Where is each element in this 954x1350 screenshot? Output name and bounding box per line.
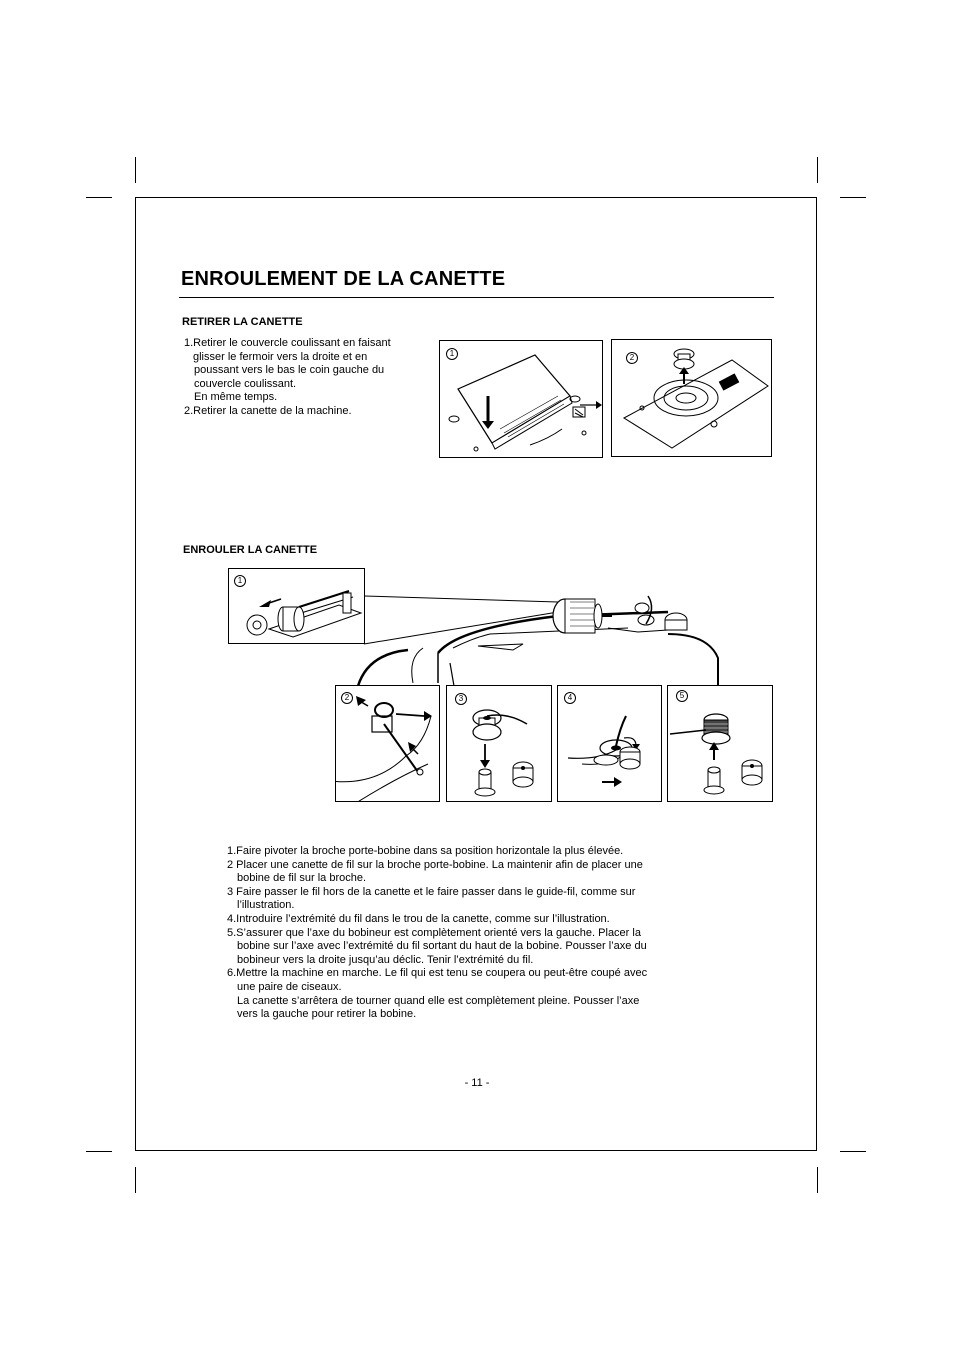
crop-mark <box>840 197 866 198</box>
instruction-line: La canette s’arrêtera de tourner quand elle est complètement pleine. Pousser l’axe <box>237 994 640 1007</box>
figure-wind-step-3 <box>446 685 552 802</box>
instruction-line: 5.S’assurer que l’axe du bobineur est complètement orienté vers la gauche. Placer la <box>227 926 641 939</box>
figure-number: 1 <box>234 575 246 587</box>
figure-number: 4 <box>564 692 576 704</box>
page-number: - 11 - <box>464 1077 490 1089</box>
text-line: couvercle coulissant. <box>194 377 297 390</box>
text-line: glisser le fermoir vers la droite et en <box>193 350 368 363</box>
cover-illustration <box>440 341 603 458</box>
text-line: En même temps. <box>194 391 278 404</box>
instruction-line: bobineur vers la droite jusqu’au déclic. Tenir l’extrémité du fil. <box>237 953 534 966</box>
instruction-line: 4.Introduire l’extrémité du fil dans le trou de la canette, comme sur l’illustration. <box>227 912 610 925</box>
instruction-line: vers la gauche pour retirer la bobine. <box>237 1008 417 1021</box>
figure-number: 3 <box>455 693 467 705</box>
figure-wind-step-4 <box>557 685 662 802</box>
thread-guide-illustration <box>336 686 440 802</box>
figure-wind-step-2 <box>335 685 440 802</box>
instruction-line: 3 Faire passer le fil hors de la canette et le faire passer dans le guide-fil, comme sur <box>227 885 636 898</box>
crop-mark <box>86 1151 112 1152</box>
crop-mark <box>840 1151 866 1152</box>
figure-wind-step-5 <box>667 685 773 802</box>
figure-number: 5 <box>676 690 688 702</box>
figure-remove-bobbin <box>611 339 772 457</box>
section1-text <box>184 337 391 419</box>
crop-mark <box>817 1167 818 1193</box>
page-title: ENROULEMENT DE LA CANETTE <box>181 268 506 290</box>
figure-number: 2 <box>341 692 353 704</box>
instruction-line: 2 Placer une canette de fil sur la broche porte-bobine. La maintenir afin de placer une <box>227 858 643 871</box>
spool-pin-illustration <box>229 569 365 644</box>
title-rule <box>179 297 774 298</box>
instruction-line: une paire de ciseaux. <box>237 980 342 993</box>
crop-mark <box>135 157 136 183</box>
bobbin-on-winder-illustration <box>558 686 662 802</box>
section-heading-retirer: RETIRER LA CANETTE <box>182 316 303 328</box>
figure-remove-cover <box>439 340 603 458</box>
figure-number: 1 <box>446 348 458 360</box>
crop-mark <box>86 197 112 198</box>
instruction-line: bobine de fil sur la broche. <box>237 872 367 885</box>
crop-mark <box>817 157 818 183</box>
crop-mark <box>135 1167 136 1193</box>
figure-number: 2 <box>626 352 638 364</box>
figure-wind-step-1 <box>228 568 365 644</box>
instruction-line: 1.Faire pivoter la broche porte-bobine dans sa position horizontale la plus élevée. <box>227 845 624 857</box>
full-bobbin-illustration <box>668 686 773 802</box>
section-heading-enrouler: ENROULER LA CANETTE <box>183 544 318 556</box>
instruction-line: l’illustration. <box>237 899 295 912</box>
text-line: 1.Retirer le couvercle coulissant en faisant <box>184 337 391 349</box>
text-line: 2.Retirer la canette de la machine. <box>184 404 352 417</box>
instructions <box>227 845 647 1022</box>
instruction-line: bobine sur l’axe avec l’extrémité du fil sortant du haut de la bobine. Pousser l’axe du <box>237 940 647 953</box>
instruction-line: 6.Mettre la machine en marche. Le fil qui est tenu se coupera ou peut-être coupé avec <box>227 967 648 980</box>
text-line: poussant vers le bas le coin gauche du <box>194 364 385 377</box>
